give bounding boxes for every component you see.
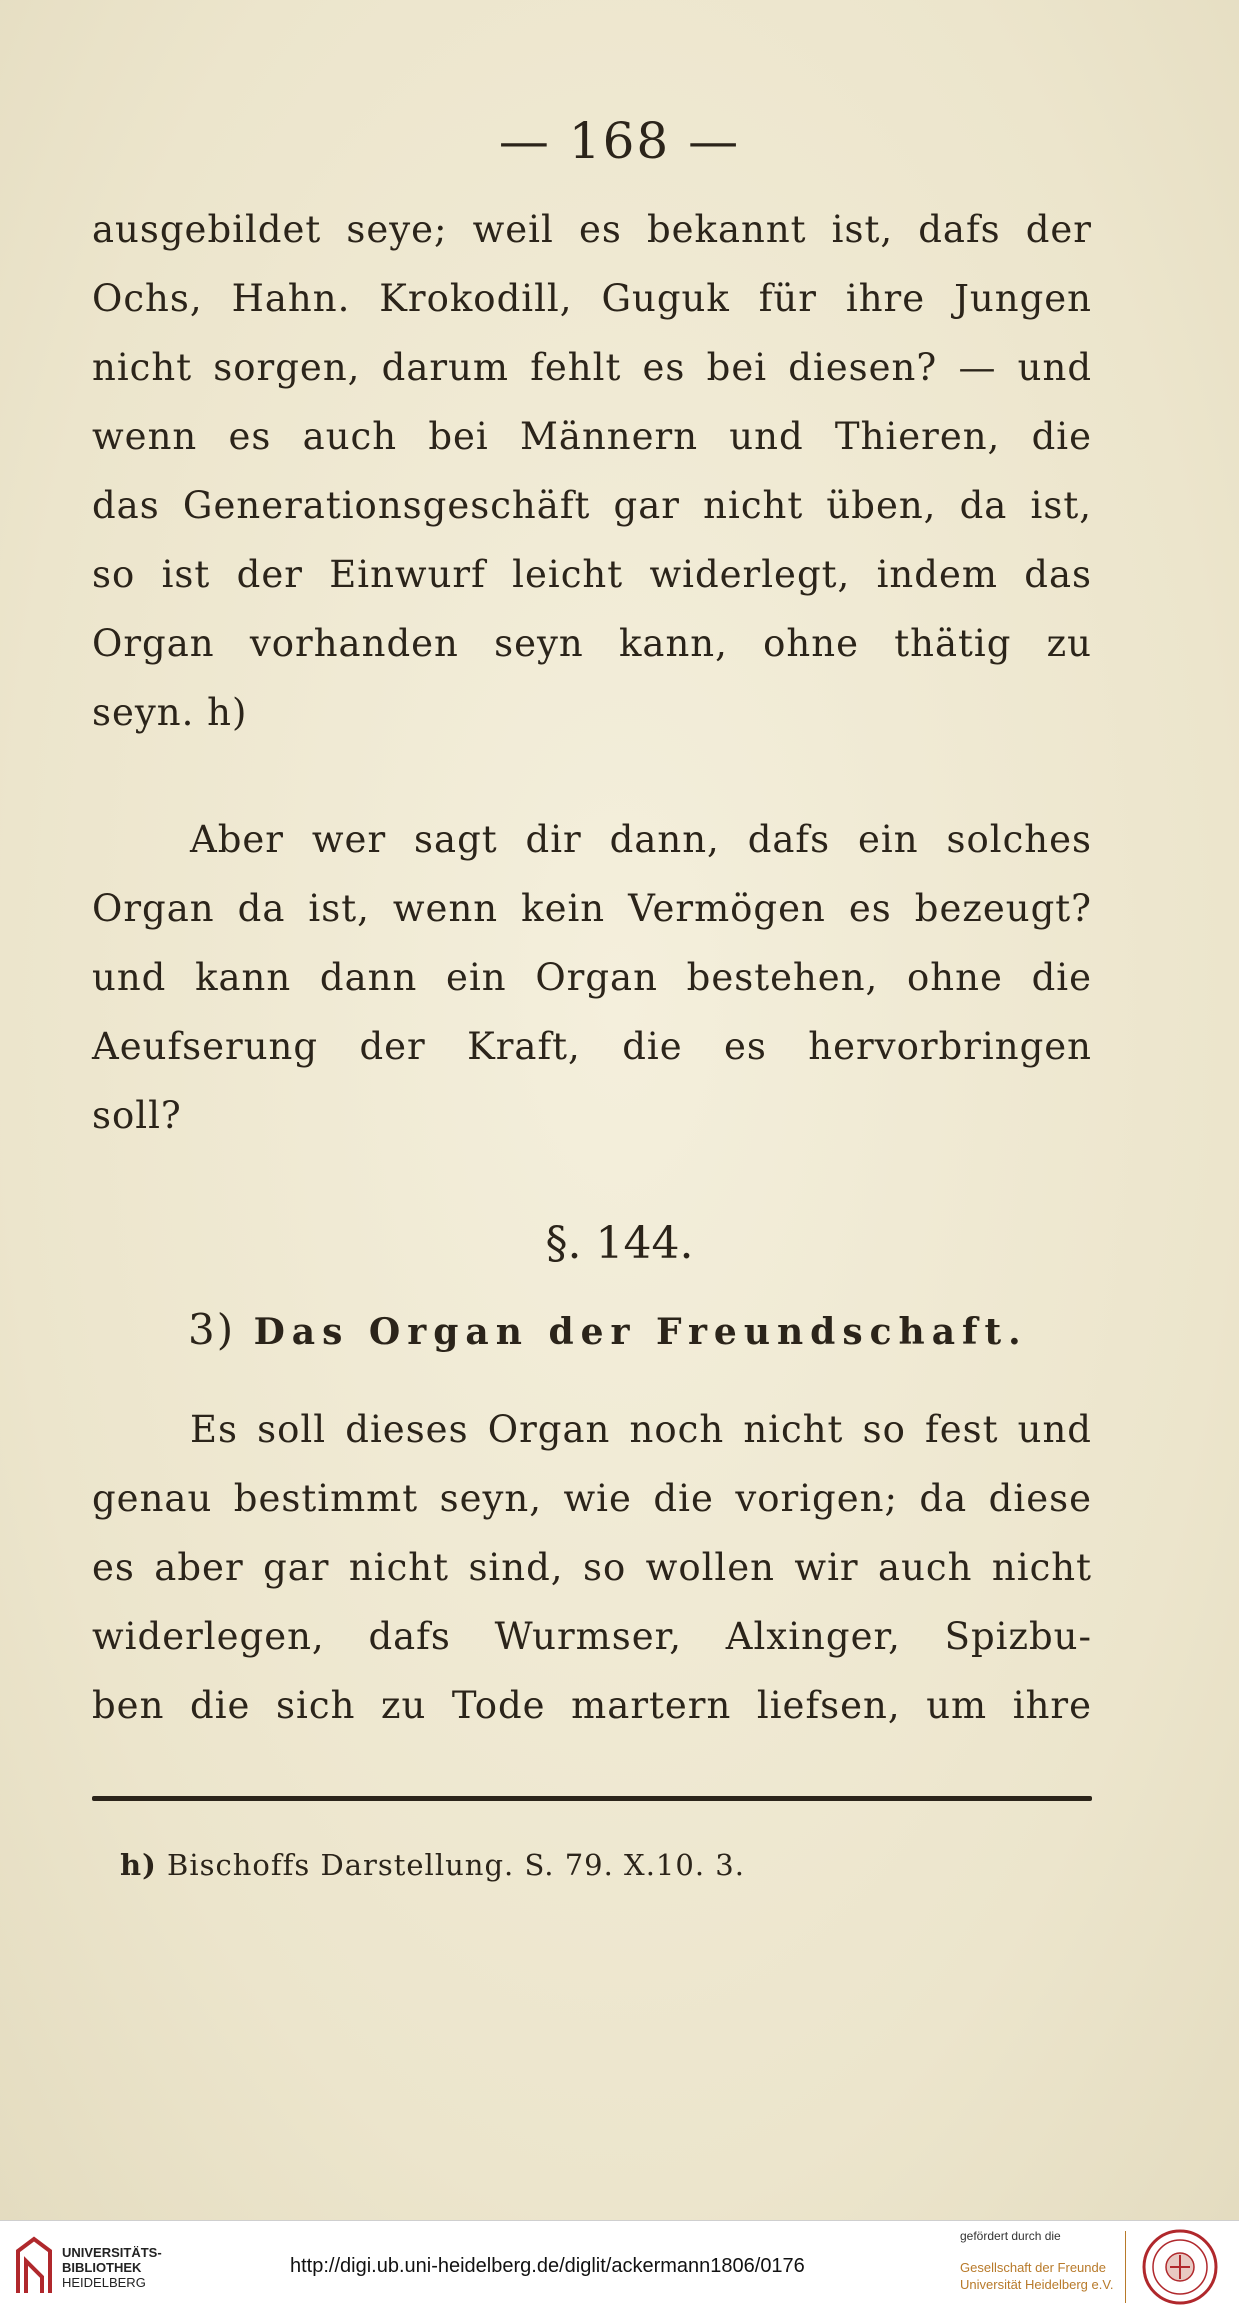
text-line: und kann dann ein Organ bestehen, ohne die bbox=[92, 956, 1092, 999]
footnote-text: Bischoffs Darstellung. S. 79. X.10. 3. bbox=[167, 1848, 745, 1882]
text-line: es aber gar nicht sind, so wollen wir auch nicht bbox=[92, 1546, 1092, 1589]
permalink-url[interactable]: http://digi.ub.uni-heidelberg.de/diglit/ackermann1806/0176 bbox=[290, 2255, 805, 2277]
section-heading bbox=[188, 1305, 1028, 1354]
text-line: soll? bbox=[92, 1094, 182, 1137]
paragraph-3 bbox=[92, 1395, 1092, 1740]
sponsor-divider bbox=[1125, 2231, 1126, 2303]
footnote-mark: h) bbox=[120, 1848, 157, 1882]
library-name: UNIVERSITÄTS- BIBLIOTHEK HEIDELBERG bbox=[62, 2245, 162, 2290]
text-line: nicht sorgen, darum fehlt es bei diesen? — und bbox=[92, 346, 1092, 389]
text-line: Organ vorhanden seyn kann, ohne thätig zu bbox=[92, 622, 1092, 665]
text-line: das Generationsgeschäft gar nicht üben, da ist, bbox=[92, 484, 1092, 527]
text-line: seyn. h) bbox=[92, 691, 248, 734]
text-line: ausgebildet seye; weil es bekannt ist, dafs der bbox=[92, 208, 1092, 251]
footnote bbox=[120, 1848, 745, 1882]
section-number: §. 144. bbox=[545, 1218, 694, 1269]
library-logo-icon bbox=[14, 2235, 54, 2297]
sponsor-label: gefördert durch die bbox=[960, 2229, 1061, 2243]
paragraph-1 bbox=[92, 195, 1092, 747]
text-line: Aber wer sagt dir dann, dafs ein solches bbox=[190, 818, 1092, 861]
paragraph-2 bbox=[92, 805, 1092, 1150]
text-line: Ochs, Hahn. Krokodill, Guguk für ihre Jungen bbox=[92, 277, 1092, 320]
section-heading-title: Das Organ der Freundschaft. bbox=[253, 1311, 1028, 1353]
text-line: widerlegen, dafs Wurmser, Alxinger, Spizbu- bbox=[92, 1615, 1092, 1658]
text-line: Es soll dieses Organ noch nicht so fest und bbox=[190, 1408, 1092, 1451]
page-number: — 168 — bbox=[498, 112, 741, 170]
text-line: Organ da ist, wenn kein Vermögen es bezeugt? bbox=[92, 887, 1092, 930]
text-line: Aeufserung der Kraft, die es hervorbringen bbox=[92, 1025, 1092, 1068]
text-line: so ist der Einwurf leicht widerlegt, indem das bbox=[92, 553, 1092, 596]
footnote-divider bbox=[92, 1796, 1092, 1801]
university-seal-icon bbox=[1140, 2227, 1220, 2307]
section-heading-number: 3) bbox=[188, 1305, 236, 1354]
text-line: genau bestimmt seyn, wie die vorigen; da diese bbox=[92, 1477, 1092, 1520]
sponsor-name: Gesellschaft der Freunde Universität Heidelberg e.V. bbox=[960, 2260, 1114, 2292]
text-line: ben die sich zu Tode martern liefsen, um ihre bbox=[92, 1684, 1092, 1727]
footer-bar bbox=[0, 2220, 1239, 2312]
text-line: wenn es auch bei Männern und Thieren, die bbox=[92, 415, 1092, 458]
